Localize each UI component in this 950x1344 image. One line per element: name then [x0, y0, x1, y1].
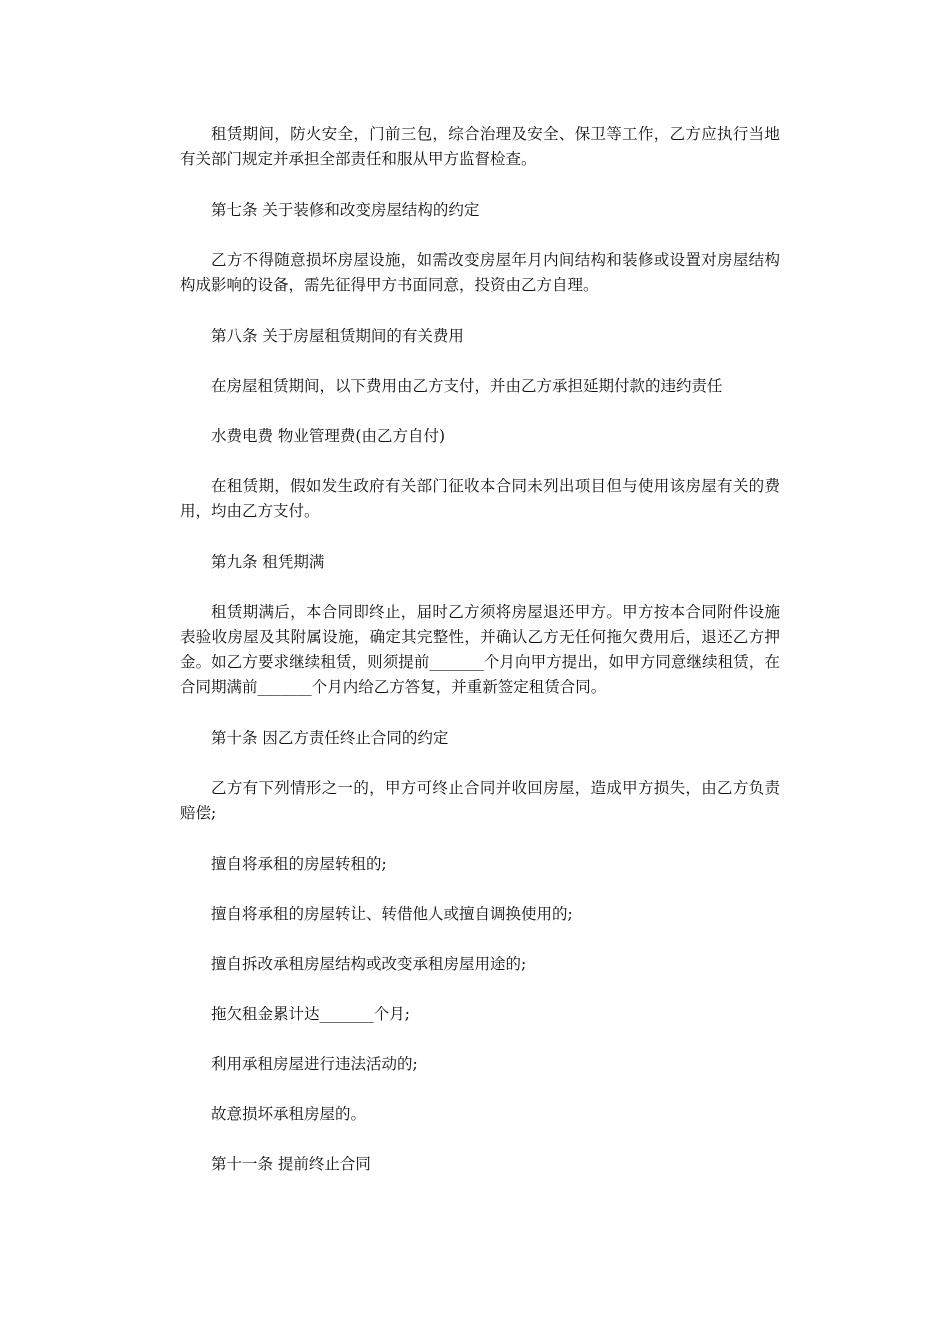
- document-body: [180, 122, 780, 1202]
- list-item-transfer: 擅自将承租的房屋转让、转借他人或擅自调换使用的;: [211, 905, 573, 923]
- list-item-sublet: 擅自将承租的房屋转租的;: [211, 855, 387, 873]
- paragraph-fees-intro: 在房屋租赁期间，以下费用由乙方支付，并由乙方承担延期付款的违约责任: [211, 377, 723, 395]
- paragraph-renovation: 乙方不得随意损坏房屋设施，如需改变房屋年月内间结构和装修或设置对房屋结构构成影响的设备，需先征得甲方书面同意，投资由乙方自理。: [180, 251, 780, 294]
- heading-article-11: 第十一条 提前终止合同: [211, 1155, 371, 1173]
- paragraph-government-fees: 在租赁期，假如发生政府有关部门征收本合同未列出项目但与使用该房屋有关的费用，均由乙方支付。: [180, 477, 780, 520]
- heading-article-8: 第八条 关于房屋租赁期间的有关费用: [211, 327, 464, 345]
- paragraph-termination-conditions: 乙方有下列情形之一的，甲方可终止合同并收回房屋，造成甲方损失，由乙方负责赔偿;: [180, 779, 780, 822]
- paragraph-lease-expiry: 租赁期满后，本合同即终止，届时乙方须将房屋退还甲方。甲方按本合同附件设施表验收房屋及其附属设施，确定其完整性，并确认乙方无任何拖欠费用后，退还乙方押金。如乙方要求继续租赁，则须提前_______个月向甲方提出，如甲方同意继续租赁，在合同期满前_______个月内给乙方答复，并重新签定租赁合同。: [180, 603, 780, 696]
- heading-article-9: 第九条 租凭期满: [211, 553, 325, 571]
- paragraph-fire-safety: 租赁期间，防火安全，门前三包，综合治理及安全、保卫等工作，乙方应执行当地有关部门规定并承担全部责任和服从甲方监督检查。: [180, 125, 780, 168]
- heading-article-7: 第七条 关于装修和改变房屋结构的约定: [211, 201, 480, 219]
- heading-article-10: 第十条 因乙方责任终止合同的约定: [211, 729, 449, 747]
- list-item-damage: 故意损坏承租房屋的。: [211, 1105, 367, 1123]
- paragraph-fees-list: 水费电费 物业管理费(由乙方自付): [211, 427, 446, 445]
- list-item-alteration: 擅自拆改承租房屋结构或改变承租房屋用途的;: [211, 955, 527, 973]
- list-item-illegal-activity: 利用承租房屋进行违法活动的;: [211, 1055, 418, 1073]
- list-item-rent-arrears: 拖欠租金累计达_______个月;: [211, 1005, 410, 1023]
